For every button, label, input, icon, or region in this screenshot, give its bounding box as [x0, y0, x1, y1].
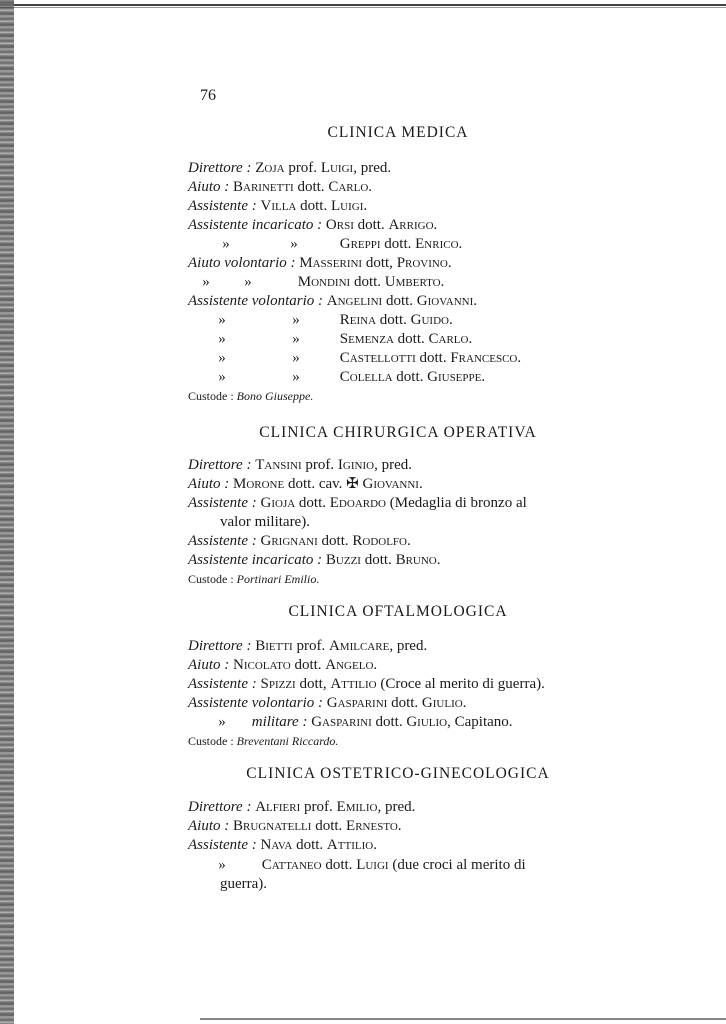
ditto-mark: »: [292, 350, 300, 366]
entry-ditto: [188, 235, 618, 254]
entry-title: dott.: [419, 350, 447, 366]
entry-surname: Zoja: [255, 160, 285, 176]
entry-name: Amilcare: [328, 638, 390, 654]
entry-name: Luigi: [356, 857, 389, 873]
entry-label: Assistente :: [188, 676, 257, 692]
entry-label: Assistente incaricato :: [188, 552, 323, 568]
custode-label: Custode :: [188, 389, 234, 403]
custode-label: Custode :: [188, 572, 234, 586]
ditto-mark: »: [218, 857, 226, 873]
entry-name: Provino: [396, 255, 448, 271]
entry-surname: Villa: [260, 198, 297, 214]
entry-name: Rodolfo: [352, 533, 407, 549]
entry-suffix: , Capitano.: [447, 714, 513, 730]
entry-ditto: [188, 368, 618, 387]
entry-name: Luigi: [330, 198, 364, 214]
entry-suffix: , pred.: [389, 638, 428, 654]
entry-title: dott.: [297, 179, 325, 195]
custode-name: Breventani Riccardo.: [236, 734, 339, 748]
entry-suffix: .: [458, 236, 463, 252]
entry-title: dott.: [353, 274, 382, 290]
entry-name: Carlo: [328, 179, 369, 195]
entry-suffix: .: [373, 837, 377, 853]
entry-title: prof.: [305, 457, 335, 473]
entry-label: Aiuto volontario :: [188, 255, 296, 271]
entry-name: Angelo: [325, 657, 374, 673]
entry-label: Assistente incaricato :: [188, 217, 323, 233]
entry-label: Aiuto :: [188, 818, 230, 834]
entry-name: Guido: [410, 312, 449, 328]
entry-name: Attilio: [326, 837, 374, 853]
ditto-mark: »: [222, 236, 230, 252]
ditto-mark: »: [218, 369, 226, 385]
entry-label: Assistente volontario :: [188, 293, 323, 309]
entry-suffix: .: [418, 476, 423, 492]
entry-surname: Angelini: [326, 293, 383, 309]
entry-name: Arrigo: [388, 217, 434, 233]
entry-name: Edoardo: [329, 495, 386, 511]
ditto-mark: »: [218, 312, 226, 328]
entry-title: dott.: [396, 369, 424, 385]
entry-surname: Gioja: [260, 495, 296, 511]
entry-name: Attilio: [330, 676, 377, 692]
entry-label: Assistente :: [188, 198, 257, 214]
entry-suffix: (Croce al merito di guerra).: [376, 676, 545, 692]
custode-name: Bono Giuseppe.: [236, 389, 314, 403]
entry-name: Umberto: [384, 274, 441, 290]
ditto-mark: »: [218, 331, 226, 347]
entry-label: Direttore :: [188, 799, 252, 815]
entry-title: dott.: [397, 331, 425, 347]
entry-label: Direttore :: [188, 457, 252, 473]
entry-surname: Buzzi: [325, 552, 361, 568]
entry-ditto: [188, 330, 618, 349]
entry-suffix: .: [407, 533, 411, 549]
entry-continuation: guerra).: [220, 876, 268, 892]
entry-name: Iginio: [337, 457, 375, 473]
entry-title: dott.: [298, 495, 327, 511]
entry-title: dott,: [299, 676, 327, 692]
entry-surname: Reina: [339, 312, 377, 328]
entry-title: dott.: [364, 552, 392, 568]
entry-label: Direttore :: [188, 160, 252, 176]
section-title-clinica-ostetrico-ginecologica: CLINICA OSTETRICO-GINECOLOGICA: [246, 765, 550, 782]
entry-label: Assistente :: [188, 533, 257, 549]
entry-surname: Gasparini: [311, 714, 372, 730]
custode-line: [188, 732, 618, 751]
entry-label: Assistente :: [188, 495, 257, 511]
ditto-mark: »: [244, 274, 252, 290]
entry-aiuto: [188, 178, 618, 197]
entry-name: Francesco: [450, 350, 518, 366]
entry-direttore: [188, 637, 618, 656]
entry-surname: Castellotti: [339, 350, 416, 366]
entry-title: dott. cav. ✠: [287, 476, 359, 492]
entry-assistente-incaricato: [188, 551, 618, 570]
entry-label: Direttore :: [188, 638, 252, 654]
entry-title: dott.: [385, 293, 414, 309]
entry-assistente: [188, 675, 618, 694]
entry-ditto: [188, 311, 618, 330]
entry-title: prof.: [296, 638, 326, 654]
entry-suffix: .: [481, 369, 486, 385]
entry-suffix: .: [462, 695, 467, 711]
entry-assistente-incaricato: [188, 216, 618, 235]
entry-name: Giuseppe: [427, 369, 482, 385]
entry-ditto: [188, 856, 618, 875]
entry-suffix: .: [448, 312, 453, 328]
entry-suffix: .: [473, 293, 477, 309]
entry-surname: Gasparini: [326, 695, 388, 711]
custode-line: [188, 387, 618, 406]
entry-surname: Colella: [339, 369, 393, 385]
entry-name: Giovanni: [416, 293, 474, 309]
entry-aiuto: [188, 475, 618, 494]
entry-direttore: [188, 159, 618, 178]
entry-surname: Mondini: [297, 274, 351, 290]
entry-assistente-volontario: [188, 292, 618, 311]
entry-assistente-volontario: [188, 694, 618, 713]
entry-surname: Brugnatelli: [233, 818, 312, 834]
entry-continuation: valor militare).: [220, 514, 310, 530]
entry-title: prof.: [288, 160, 318, 176]
entry-suffix: .: [440, 274, 445, 290]
entry-surname: Tansini: [255, 457, 302, 473]
custode-line: [188, 570, 618, 589]
entry-title: dott.: [325, 857, 353, 873]
entry-surname: Nava: [260, 837, 293, 853]
entry-suffix: .: [433, 217, 438, 233]
entry-suffix: .: [436, 552, 441, 568]
entry-title: dott.: [391, 695, 419, 711]
entry-surname: Morone: [233, 476, 285, 492]
entry-suffix: .: [363, 198, 368, 214]
entry-direttore: [188, 798, 618, 817]
entry-aiuto: [188, 656, 618, 675]
entry-assistente: [188, 494, 618, 513]
entry-suffix: (Medaglia di bronzo al: [385, 495, 527, 511]
ditto-mark: »: [292, 369, 300, 385]
entry-title: dott.: [294, 657, 322, 673]
entry-aiuto-volontario: [188, 254, 618, 273]
ditto-mark: »: [218, 350, 226, 366]
entry-suffix: .: [517, 350, 522, 366]
entry-suffix: , pred.: [377, 799, 416, 815]
entry-surname: Alfieri: [255, 799, 301, 815]
entry-name: Giulio: [421, 695, 463, 711]
entry-suffix: .: [368, 179, 373, 195]
entry-label: Assistente volontario :: [188, 695, 323, 711]
entry-ditto: [188, 273, 618, 292]
custode-label: Custode :: [188, 734, 234, 748]
section-title-clinica-chirurgica: CLINICA CHIRURGICA OPERATIVA: [259, 424, 537, 441]
entry-assistente: [188, 197, 618, 216]
entry-ditto: [188, 349, 618, 368]
ditto-mark: »: [292, 331, 300, 347]
entry-title: dott.: [375, 714, 403, 730]
entry-suffix: , pred.: [353, 160, 392, 176]
entry-title: dott.: [300, 198, 328, 214]
entry-suffix: (due croci al merito di: [388, 857, 526, 873]
section-title-clinica-oftalmologica: CLINICA OFTALMOLOGICA: [288, 603, 508, 620]
entry-name: Ernesto: [346, 818, 398, 834]
entry-surname: Bietti: [255, 638, 293, 654]
entry-label: Aiuto :: [188, 179, 230, 195]
entry-suffix: .: [373, 657, 378, 673]
entry-name: Carlo: [428, 331, 469, 347]
entry-aiuto: [188, 817, 618, 836]
entry-title: dott,: [365, 255, 393, 271]
entry-name: Enrico: [415, 236, 459, 252]
entry-label: Aiuto :: [188, 476, 230, 492]
entry-label: militare :: [251, 714, 308, 730]
entry-assistente: [188, 836, 618, 855]
entry-suffix: , pred.: [374, 457, 412, 473]
entry-name: Luigi: [320, 160, 354, 176]
entry-title: dott.: [357, 217, 385, 233]
entry-title: dott.: [296, 837, 324, 853]
entry-suffix: .: [397, 818, 402, 834]
entry-label: Aiuto :: [188, 657, 230, 673]
entry-surname: Cattaneo: [261, 857, 322, 873]
entry-surname: Greppi: [339, 236, 381, 252]
entry-title: dott.: [384, 236, 412, 252]
entry-surname: Semenza: [339, 331, 394, 347]
entry-suffix: .: [468, 331, 473, 347]
entry-surname: Spizzi: [260, 676, 296, 692]
entry-militare: [188, 713, 618, 732]
entry-title: dott.: [315, 818, 343, 834]
page-number: 76: [200, 87, 216, 104]
ditto-mark: »: [202, 274, 210, 290]
entry-surname: Masserini: [299, 255, 363, 271]
ditto-mark: »: [290, 236, 298, 252]
entry-name: Bruno: [395, 552, 437, 568]
ditto-mark: »: [218, 714, 226, 730]
entry-suffix: .: [447, 255, 452, 271]
entry-name: Giovanni: [362, 476, 419, 492]
entry-title: dott.: [379, 312, 407, 328]
entry-name: Emilio: [336, 799, 378, 815]
entry-surname: Nicolato: [233, 657, 291, 673]
section-title-clinica-medica: CLINICA MEDICA: [327, 124, 469, 141]
entry-title: prof.: [304, 799, 333, 815]
entry-assistente: [188, 532, 618, 551]
entry-surname: Barinetti: [233, 179, 294, 195]
entry-direttore: [188, 456, 618, 475]
entry-name: Giulio: [406, 714, 448, 730]
custode-name: Portinari Emilio.: [236, 572, 320, 586]
entry-title: dott.: [321, 533, 349, 549]
entry-surname: Grignani: [260, 533, 318, 549]
ditto-mark: »: [292, 312, 300, 328]
entry-surname: Orsi: [325, 217, 354, 233]
entry-label: Assistente :: [188, 837, 257, 853]
